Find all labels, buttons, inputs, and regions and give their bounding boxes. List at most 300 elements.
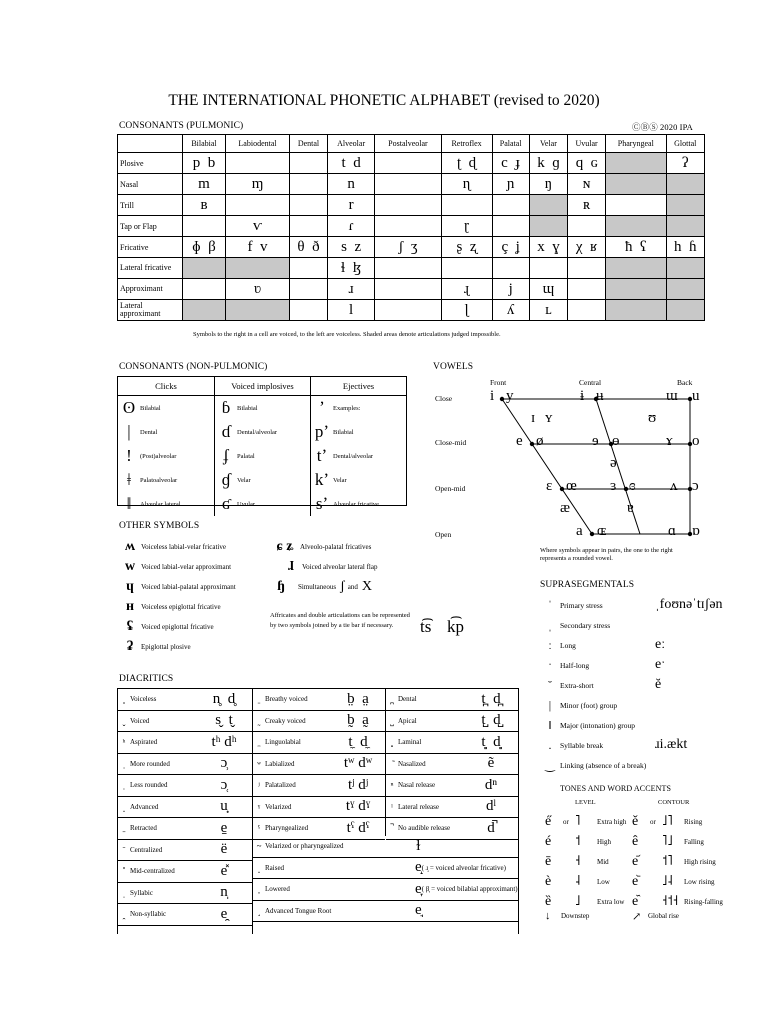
other-symbol: ɥ	[126, 579, 134, 594]
other-symbol: ʢ	[126, 619, 134, 634]
ejectives-label: Dental/alveolar	[333, 452, 374, 460]
other-symbol-item	[119, 617, 279, 637]
tone-symbol: e᷈	[632, 894, 639, 909]
clicks-item	[118, 492, 214, 516]
row-label: Lateral fricative	[118, 258, 183, 279]
diacritic-mark: ˤ	[253, 818, 265, 840]
tone-letter: ˩˨	[662, 874, 673, 889]
diacritic-example: b̰ a̰	[331, 710, 385, 732]
diacritic-mark	[386, 753, 398, 775]
tone-label: Extra high	[597, 818, 627, 826]
consonant-cell	[492, 258, 529, 279]
tone-symbol: ě	[632, 814, 639, 829]
vowel-symbol: ə	[610, 455, 617, 471]
velar-pharyng-example: ɫ	[415, 836, 422, 857]
tones-contour-label: CONTOUR	[658, 799, 690, 806]
consonant-cell	[375, 300, 441, 321]
supra-mark: ˑ	[548, 657, 552, 672]
consonant-cell	[375, 258, 441, 279]
ejectives-item	[311, 420, 406, 444]
diacritic-note: ( β̞ = voiced bilabial approximant)	[422, 879, 518, 901]
vowel-symbol: ɛ	[546, 478, 553, 494]
consonant-cell: ʙ	[183, 195, 226, 216]
supra-heading: SUPRASEGMENTALS	[540, 580, 635, 590]
tone-symbol: ē	[545, 854, 552, 869]
column-header: Bilabial	[183, 135, 226, 153]
consonant-cell	[666, 174, 704, 195]
tone-letter: ˧˦˧	[662, 894, 679, 909]
consonant-cell: ɱ	[226, 174, 290, 195]
vowel-symbol: i	[490, 388, 495, 404]
diacritic-example: e̠	[196, 818, 252, 840]
diacritic-mark	[253, 879, 265, 901]
consonant-cell	[290, 216, 328, 237]
tone-or: or	[650, 818, 656, 826]
supra-mark: ‖	[548, 717, 552, 732]
pulmonic-header-row	[118, 135, 705, 153]
diacritic-mark: ʰ	[118, 732, 130, 754]
other-symbol-label: Voiced labial-palatal approximant	[141, 583, 236, 591]
other-symbol-label: Voiced labial-velar approximant	[141, 563, 232, 571]
consonant-cell	[375, 195, 441, 216]
supra-example: ĕ	[655, 677, 662, 692]
diacritic-mark: ʲ	[253, 775, 265, 797]
vowel-symbol: ɒ	[692, 523, 700, 539]
consonant-cell: θ ð	[290, 237, 328, 258]
vowel-front-label: Front	[490, 378, 507, 387]
diacritic-example: d̚	[464, 818, 518, 840]
diacritic-row	[386, 775, 518, 797]
consonant-cell	[606, 279, 666, 300]
tone-item	[632, 852, 742, 872]
consonant-cell	[568, 279, 606, 300]
supra-item	[540, 735, 760, 755]
supra-mark: ː	[548, 637, 552, 652]
diacritic-mark	[386, 732, 398, 754]
consonant-cell	[492, 216, 529, 237]
consonant-cell	[375, 279, 441, 300]
implosives-label: Palatal	[237, 452, 255, 460]
tones-contour-list	[632, 812, 742, 912]
supra-label: Extra-short	[560, 680, 594, 690]
cz-symbol: ɕ ʑ	[276, 539, 294, 554]
consonant-cell: ɽ	[441, 216, 492, 237]
consonant-cell	[226, 195, 290, 216]
diacritic-example: b̤ a̤	[331, 689, 385, 710]
column-header: Labiodental	[226, 135, 290, 153]
consonant-cell: ʈ ɖ	[441, 153, 492, 174]
diacritics-column-3	[386, 689, 518, 840]
diacritic-mark	[118, 904, 130, 926]
diacritic-example: tʲ dʲ	[331, 775, 385, 797]
tone-label: Mid	[597, 858, 609, 866]
ejectives-label: Velar	[333, 476, 347, 484]
implosives-symbol: ɗ	[221, 422, 231, 441]
diacritic-row	[386, 732, 518, 754]
diacritic-row	[118, 839, 252, 861]
tone-label: Low	[597, 878, 610, 886]
ejectives-symbol: ʼ	[319, 398, 325, 417]
consonant-cell: ʂ ʐ	[441, 237, 492, 258]
implosives-item	[215, 468, 310, 492]
diacritic-example: t̼ d̼	[331, 732, 385, 754]
implosives-label: Velar	[237, 476, 251, 484]
consonant-cell: p b	[183, 153, 226, 174]
tone-symbol: e̋	[545, 814, 552, 829]
consonant-cell: ɳ	[441, 174, 492, 195]
vowel-symbol: ø	[536, 433, 544, 449]
column-header: Glottal	[666, 135, 704, 153]
row-label: Plosive	[118, 153, 183, 174]
hj-sym-a: ʃ	[340, 579, 345, 594]
vowel-note: Where symbols appear in pairs, the one to the right represents a rounded vowel.	[540, 547, 673, 562]
consonant-cell	[666, 279, 704, 300]
tone-letter: ˧	[575, 854, 581, 869]
consonant-cell	[290, 195, 328, 216]
diacritic-row	[118, 818, 252, 840]
clicks-label: Dental	[140, 428, 158, 436]
consonant-cell	[375, 153, 441, 174]
supra-label: Half-long	[560, 660, 590, 670]
supra-item	[540, 695, 760, 715]
diacritics-heading: DIACRITICS	[119, 674, 174, 684]
ejectives-symbol: pʼ	[314, 422, 330, 441]
diacritics-wide-table	[253, 836, 518, 922]
consonant-cell: χ ʁ	[568, 237, 606, 258]
clicks-symbol: ʘ	[122, 398, 136, 417]
ejectives-item	[311, 444, 406, 468]
diacritic-row	[118, 904, 252, 926]
implosives-symbol: ʛ	[222, 494, 230, 513]
consonant-cell: ɰ	[529, 279, 567, 300]
other-symbol-item	[119, 557, 279, 577]
consonant-cell: ɹ	[327, 279, 374, 300]
alveolo-palatal-row	[270, 537, 371, 557]
diacritic-example: ɔ̹	[196, 753, 252, 775]
supra-list	[540, 595, 760, 775]
pulmonic-row	[118, 279, 705, 300]
clicks-item	[118, 396, 214, 420]
diacritic-example: ë	[196, 839, 252, 861]
diacritic-row	[253, 753, 385, 775]
vowel-symbol: ɑ	[668, 523, 676, 539]
velar-pharyng-label: Velarized or pharyngealized	[265, 836, 415, 857]
hj-label: Simultaneous	[298, 583, 337, 591]
consonant-cell: m	[183, 174, 226, 195]
diacritic-mark	[253, 732, 265, 754]
diacritic-row	[118, 753, 252, 775]
corner-cell	[118, 135, 183, 153]
supra-label: Major (intonation) group	[560, 720, 635, 730]
tones-level-label: LEVEL	[575, 799, 596, 806]
vowel-closemid-label: Close-mid	[435, 438, 467, 447]
other-symbol: w	[124, 559, 136, 574]
tone-letter: ˩	[575, 894, 581, 909]
consonant-cell: ɬ ɮ	[327, 258, 374, 279]
global-rise-label: Global rise	[648, 912, 679, 920]
diacritic-example: dⁿ	[464, 775, 518, 797]
vowel-back-label: Back	[677, 378, 693, 387]
diacritic-label: Apical	[398, 710, 464, 732]
supra-label: Syllable break	[560, 740, 604, 750]
clicks-symbol: |	[127, 422, 131, 441]
diacritic-label: Velarized	[265, 796, 331, 818]
pulmonic-note: Symbols to the right in a cell are voiced, to the left are voiceless. Shaded areas denote articulations judged impossible.	[193, 331, 501, 338]
vowel-symbol: ɵ	[612, 433, 620, 449]
diacritic-example: tʷ dʷ	[331, 753, 385, 775]
diacritic-mark	[118, 710, 130, 732]
vowel-symbol: y	[506, 388, 514, 404]
implosives-label: Uvular	[237, 500, 256, 508]
vowels-heading: VOWELS	[433, 362, 474, 372]
supra-mark: .	[548, 737, 552, 752]
tone-letter: ˥˩	[662, 834, 673, 849]
tone-symbol: e᷄	[632, 854, 639, 869]
consonant-cell: ⱱ	[226, 216, 290, 237]
consonant-cell: ŋ	[529, 174, 567, 195]
diacritic-label: Centralized	[130, 839, 196, 861]
vowel-symbol: ʊ	[648, 410, 657, 426]
tone-label: Low rising	[684, 878, 715, 886]
diacritic-row	[118, 732, 252, 754]
supra-label: Long	[560, 640, 576, 650]
consonant-cell: k ɡ	[529, 153, 567, 174]
diacritic-label: Lowered	[265, 879, 415, 901]
page-title: THE INTERNATIONAL PHONETIC ALPHABET (revised to 2020)	[168, 92, 600, 109]
diacritic-row	[118, 882, 252, 904]
vowel-symbol: ɞ	[629, 478, 636, 494]
consonant-cell: ɸ β	[183, 237, 226, 258]
column-header: Uvular	[568, 135, 606, 153]
consonant-cell	[183, 216, 226, 237]
implosives-item	[215, 396, 310, 420]
tone-label: Extra low	[597, 898, 625, 906]
supra-example: ˌfoʊnəˈtɪʃən	[655, 597, 723, 612]
consonant-cell	[529, 216, 567, 237]
consonant-cell: r	[327, 195, 374, 216]
consonant-cell: ɻ	[441, 279, 492, 300]
tie-example-kp: k͡p	[447, 617, 464, 636]
clicks-symbol: ǂ	[126, 470, 132, 489]
diacritic-example: dˡ	[464, 796, 518, 818]
consonant-cell	[492, 195, 529, 216]
consonant-cell	[290, 279, 328, 300]
vowel-open-label: Open	[435, 530, 452, 539]
ejectives-column	[311, 396, 406, 516]
tone-item	[632, 812, 742, 832]
consonant-cell	[666, 300, 704, 321]
supra-mark: |	[548, 697, 552, 712]
column-header: Palatal	[492, 135, 529, 153]
clicks-label: Bilabial	[140, 404, 161, 412]
ejectives-item	[311, 396, 406, 420]
tone-letter: ˦	[575, 834, 581, 849]
nonpulmonic-table	[117, 376, 407, 513]
clicks-symbol: ǁ	[126, 494, 132, 513]
diacritic-example: u̟	[196, 796, 252, 818]
consonant-cell	[441, 258, 492, 279]
diacritic-mark	[118, 753, 130, 775]
clicks-header: Clicks	[118, 377, 215, 395]
diacritic-mark	[118, 689, 130, 710]
tone-symbol: e᷅	[632, 874, 639, 889]
implosives-item	[215, 444, 310, 468]
consonant-cell	[441, 195, 492, 216]
diacritic-mark	[118, 839, 130, 861]
diacritic-example: n̥ d̥	[196, 689, 252, 710]
consonant-cell: ɲ	[492, 174, 529, 195]
lateral-flap-row	[280, 557, 377, 577]
consonant-cell	[606, 300, 666, 321]
diacritic-label: Linguolabial	[265, 732, 331, 754]
clicks-label: Palatoalveolar	[140, 476, 178, 484]
diacritic-label: Advanced Tongue Root	[265, 900, 415, 922]
other-symbol-label: Voiceless labial-velar fricative	[141, 543, 226, 551]
row-label: Tap or Flap	[118, 216, 183, 237]
diacritic-note	[422, 900, 518, 922]
consonant-cell	[529, 195, 567, 216]
consonant-cell	[568, 258, 606, 279]
implosives-label: Bilabial	[237, 404, 258, 412]
diacritic-label: Labialized	[265, 753, 331, 775]
consonant-cell	[226, 300, 290, 321]
supra-label: Secondary stress	[560, 620, 611, 630]
tone-letter: ˩˥	[662, 814, 673, 829]
supra-item	[540, 655, 760, 675]
diacritic-mark	[253, 900, 265, 922]
tone-symbol: è	[545, 874, 552, 889]
vowel-symbol: o	[692, 433, 700, 449]
consonant-cell: ħ ʕ	[606, 237, 666, 258]
diacritic-example: n̩	[196, 882, 252, 904]
tone-symbol: é	[545, 834, 552, 849]
consonant-cell	[183, 300, 226, 321]
column-header: Pharyngeal	[606, 135, 666, 153]
pulmonic-row	[118, 153, 705, 174]
pulmonic-table	[117, 134, 705, 321]
consonant-cell: c ɟ	[492, 153, 529, 174]
diacritic-row	[253, 900, 518, 922]
simultaneous-row	[270, 577, 372, 597]
pulmonic-row	[118, 195, 705, 216]
diacritic-label: Palatalized	[265, 775, 331, 797]
vowel-close-label: Close	[435, 394, 453, 403]
vowel-symbol: ʏ	[545, 410, 553, 426]
hj-sym-b: X	[361, 579, 373, 594]
tone-label: Falling	[684, 838, 704, 846]
tie-example-ts: t͡s	[420, 617, 432, 636]
ejectives-label: Alveolar fricative	[333, 500, 380, 508]
consonant-cell	[606, 174, 666, 195]
consonant-cell: x ɣ	[529, 237, 567, 258]
supra-mark: ˘	[548, 677, 552, 692]
diacritic-row	[118, 775, 252, 797]
diacritic-example: ẽ	[464, 753, 518, 775]
pulmonic-row	[118, 237, 705, 258]
implosives-label: Dental/alveolar	[237, 428, 278, 436]
consonant-cell	[529, 258, 567, 279]
diacritic-row	[253, 836, 518, 857]
vowel-symbol: ɪ	[531, 410, 536, 426]
supra-item	[540, 635, 760, 655]
column-header: Dental	[290, 135, 328, 153]
column-header: Velar	[529, 135, 567, 153]
diacritic-label: Creaky voiced	[265, 710, 331, 732]
supra-example: eˑ	[655, 657, 666, 672]
diacritic-mark	[253, 689, 265, 710]
diacritic-mark	[118, 882, 130, 904]
diacritic-row	[386, 689, 518, 710]
diacritic-example: e̽	[196, 861, 252, 883]
implosives-header: Voiced implosives	[215, 377, 311, 395]
diacritic-row	[253, 710, 385, 732]
vowel-symbol: œ	[566, 478, 577, 494]
consonant-cell	[375, 216, 441, 237]
consonant-cell: ɴ	[568, 174, 606, 195]
diacritic-label: Non-syllabic	[130, 904, 196, 926]
clicks-item	[118, 468, 214, 492]
global-rise-icon: ↗	[632, 910, 642, 923]
diacritic-mark: ʷ	[253, 753, 265, 775]
vowel-symbol: ɯ	[666, 388, 678, 404]
diacritic-example: t̪ d̪	[464, 689, 518, 710]
consonant-cell: ɾ	[327, 216, 374, 237]
implosives-item	[215, 492, 310, 516]
diacritic-label: Raised	[265, 857, 415, 879]
consonant-cell	[606, 258, 666, 279]
diacritic-row	[118, 710, 252, 732]
diacritic-row	[253, 796, 385, 818]
consonant-cell: ɭ	[441, 300, 492, 321]
consonant-cell	[606, 195, 666, 216]
diacritic-label: Nasalized	[398, 753, 464, 775]
tone-item	[632, 832, 742, 852]
supra-label: Primary stress	[560, 600, 603, 610]
supra-item	[540, 755, 760, 775]
affricate-note: Affricates and double articulations can be represented by two symbols joined by a tie bar if necessary.	[270, 612, 410, 629]
diacritic-label: Breathy voiced	[265, 689, 331, 710]
consonant-cell	[290, 300, 328, 321]
consonant-cell: s z	[327, 237, 374, 258]
supra-example: ɹi.ækt	[655, 737, 688, 752]
nonpulmonic-heading: CONSONANTS (NON-PULMONIC)	[119, 362, 268, 372]
diacritic-example: tˠ dˠ	[331, 796, 385, 818]
diacritic-mark	[118, 775, 130, 797]
cz-label: Alveolo-palatal fricatives	[300, 543, 372, 551]
hj-symbol: ɧ	[277, 579, 285, 594]
consonant-cell: j	[492, 279, 529, 300]
diacritic-mark	[386, 689, 398, 710]
diacritic-label: Retracted	[130, 818, 196, 840]
diacritic-label: Nasal release	[398, 775, 464, 797]
ejectives-item	[311, 492, 406, 516]
vowel-symbol: æ	[560, 500, 571, 516]
implosives-symbol: ʄ	[223, 446, 229, 465]
diacritic-label: Lateral release	[398, 796, 464, 818]
other-symbol: ʡ	[126, 639, 134, 654]
diacritic-label: Voiceless	[130, 689, 196, 710]
pulmonic-row	[118, 216, 705, 237]
diacritics-table	[117, 688, 519, 934]
diacritic-row	[253, 732, 385, 754]
pulmonic-row	[118, 258, 705, 279]
clicks-item	[118, 444, 214, 468]
supra-item	[540, 675, 760, 695]
tone-or: or	[563, 818, 569, 826]
hj-and: and	[347, 583, 358, 591]
vowel-symbol: u	[692, 388, 700, 404]
global-rise-row	[632, 906, 679, 926]
